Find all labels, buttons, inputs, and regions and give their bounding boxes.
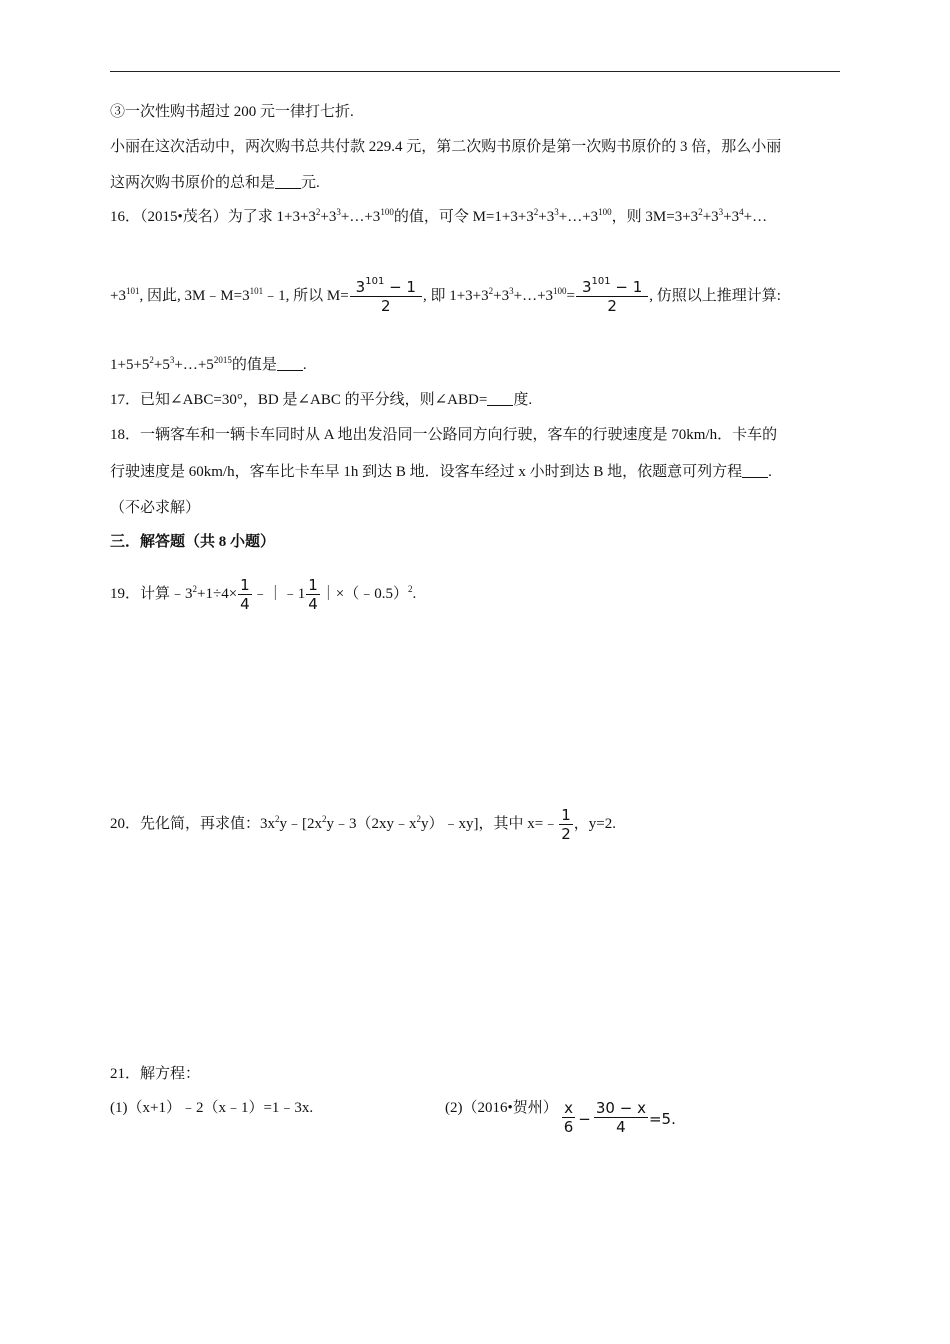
q21-title: 21．解方程： <box>110 1066 201 1082</box>
fraction-30x4: $\frac{30 - x}{4}$ <box>595 1099 646 1136</box>
q15-rule3: ③一次性购书超过 200 元一律打七折. <box>110 104 354 120</box>
fraction-m: $\frac{3^{101} - 1}{2}$ <box>350 278 422 315</box>
q17: 17．已知∠ABC=30°，BD 是∠ABC 的平分线，则∠ABD= 度. <box>110 392 533 408</box>
q16-line1: 16．（2015•茂名）为了求 $1+3+3^2+3^3+\dots+3^{100}$的值，可令 $M=1+3+3^2+3^3+\dots+3^{100}$，则 $3M=3+3^2+3^3+3^4+\dots$ <box>110 207 768 225</box>
q18-line1: 18．一辆客车和一辆卡车同时从 A 地出发沿同一公路同方向行驶，客车的行驶速度是 70km/h．卡车的 <box>110 427 778 443</box>
answer-blank[interactable] <box>277 356 303 371</box>
q18-line2: 行驶速度是 60km/h，客车比卡车早 1h 到达 B 地．设客车经过 x 小时到达 B 地，依题意可列方程 . <box>110 464 772 480</box>
q19: 19．计算$﹣3^2+1\div 4\times$ $\frac{1}{4}$ ﹣｜﹣1 $\frac{1}{4}$ ｜×（﹣0.5）$^2$. <box>110 576 417 613</box>
section-title: 三．解答题（共 8 小题） <box>110 534 276 550</box>
q15-text2: 这两次购书原价的总和是 元. <box>110 175 320 191</box>
header-rule <box>110 71 840 72</box>
fraction-quarter: $\frac{1}{4}$ <box>240 576 250 613</box>
fraction-quarter: $\frac{1}{4}$ <box>308 576 318 613</box>
answer-blank[interactable] <box>275 174 301 189</box>
fraction-half: $\frac{1}{2}$ <box>561 806 571 843</box>
q18-line3: （不必求解） <box>110 500 201 516</box>
answer-blank[interactable] <box>487 391 513 406</box>
q16-line2: $+3^{101}$, 因此, $3M﹣M=3^{101}﹣1$, 所以 M= $\frac{3^{101} - 1}{2}$ , 即 $1+3+3^2+3^3+\dots+3^{100}=$ $\frac{3^{101} - 1}{2}$ , 仿照以上推理计算: <box>110 276 781 315</box>
q15-text1: 小丽在这次活动中，两次购书总共付款 229.4 元，第二次购书原价是第一次购书原价的 3 倍，那么小丽 <box>110 139 782 155</box>
q16-line3: $1+5+5^2+5^3+\dots+5^{2015}$的值是 . <box>110 355 307 373</box>
fraction-x6: $\frac{x}{6}$ <box>563 1099 574 1136</box>
q20: 20．先化简，再求值：$3x^2y﹣[2x^2y﹣3(2xy﹣x^2y)﹣xy]$，其中 x=﹣ $\frac{1}{2}$ ，y=2. <box>110 806 617 843</box>
q21-part2: (2)（2016•贺州） $\frac{x}{6}$ − $\frac{30 - x}{4}$ =5. <box>445 1099 676 1136</box>
fraction-sum: $\frac{3^{101} - 1}{2}$ <box>576 278 648 315</box>
q21-part1: (1)（x+1）﹣2（x﹣1）=1﹣3x. <box>110 1100 314 1116</box>
answer-blank[interactable] <box>742 463 768 478</box>
